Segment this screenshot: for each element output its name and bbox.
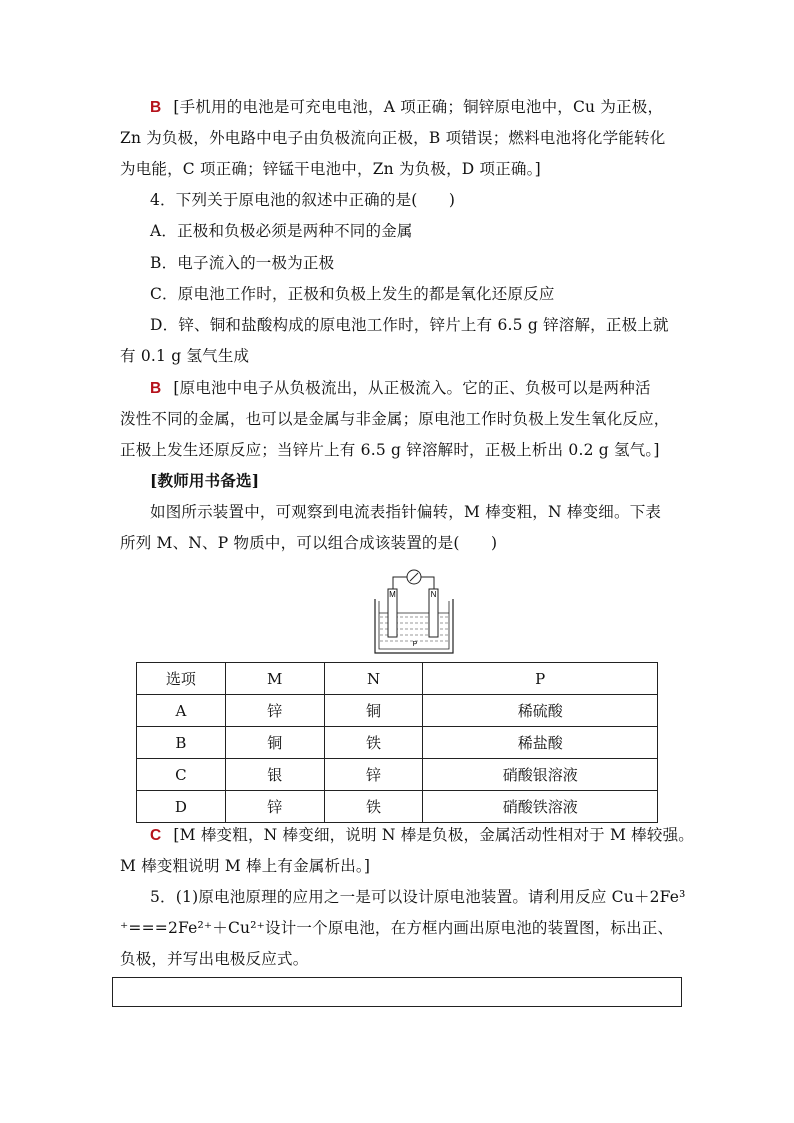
teacher-section-heading: [教师用书备选] <box>150 471 260 490</box>
table-cell: 铜 <box>225 727 324 759</box>
answer-letter: B <box>150 99 162 116</box>
teacher-answer-line-1 <box>150 825 694 846</box>
answer-4-line-3: 正极上发生还原反应；当锌片上有 6.5 g 锌溶解时，正极上析出 0.2 g 氢气。] <box>120 441 660 459</box>
table-cell: 铜 <box>324 695 423 727</box>
table-cell: A <box>137 695 226 727</box>
table-cell: 锌 <box>324 759 423 791</box>
question-5-line-2: ⁺===2Fe²⁺＋Cu²⁺设计一个原电池，在方框内画出原电池的装置图，标出正、 <box>120 919 674 937</box>
question-5-line-1: 5．(1)原电池原理的应用之一是可以设计原电池装置。请利用反应 Cu＋2Fe³ <box>150 888 686 906</box>
answer-3-line-2: Zn 为负极，外电路中电子由负极流向正极，B 项错误；燃料电池将化学能转化 <box>120 129 666 147</box>
label-m: M <box>389 590 396 599</box>
teacher-question-line-2: 所列 M、N、P 物质中，可以组合成该装置的是( ) <box>120 534 498 552</box>
question-4-stem: 4．下列关于原电池的叙述中正确的是( ) <box>150 191 456 209</box>
answer-text: [原电池中电子从负极流出，从正极流入。它的正、负极可以是两种活 <box>173 379 651 397</box>
table-cell: 硝酸铁溶液 <box>423 791 658 823</box>
table-cell: 铁 <box>324 791 423 823</box>
label-n: N <box>430 590 437 599</box>
question-4-option-d-line-2: 有 0.1 g 氢气生成 <box>120 347 250 365</box>
galvanic-cell-diagram <box>371 563 457 655</box>
answer-letter: C <box>150 827 162 844</box>
table-cell: B <box>137 727 226 759</box>
answer-4-line-1 <box>150 378 651 399</box>
answer-3-line-1 <box>150 97 663 118</box>
question-4-option-d-line-1: D．锌、铜和盐酸构成的原电池工作时，锌片上有 6.5 g 锌溶解，正极上就 <box>150 316 669 334</box>
answer-4-line-2: 泼性不同的金属，也可以是金属与非金属；原电池工作时负极上发生氧化反应， <box>120 410 670 428</box>
label-p: P <box>412 641 418 648</box>
table-cell: 稀硫酸 <box>423 695 658 727</box>
teacher-question-line-1: 如图所示装置中，可观察到电流表指针偏转，M 棒变粗，N 棒变细。下表 <box>150 503 662 521</box>
table-cell: C <box>137 759 226 791</box>
table-cell: 稀盐酸 <box>423 727 658 759</box>
question-4-option-a: A．正极和负极必须是两种不同的金属 <box>150 222 413 240</box>
table-cell: 铁 <box>324 727 423 759</box>
table-cell: 银 <box>225 759 324 791</box>
table-header-cell: N <box>324 663 423 695</box>
table-cell: 锌 <box>225 695 324 727</box>
answer-letter: B <box>150 380 162 397</box>
answer-text: [M 棒变粗，N 棒变细，说明 N 棒是负极，金属活动性相对于 M 棒较强。 <box>173 826 694 844</box>
table-row <box>137 727 658 759</box>
table-row <box>137 759 658 791</box>
table-header-cell: 选项 <box>137 663 226 695</box>
answer-text: [手机用的电池是可充电电池，A 项正确；铜锌原电池中，Cu 为正极， <box>173 98 664 116</box>
drawing-answer-box[interactable] <box>112 977 682 1007</box>
table-header-cell: M <box>225 663 324 695</box>
question-4-option-c: C．原电池工作时，正极和负极上发生的都是氧化还原反应 <box>150 285 555 303</box>
teacher-answer-line-2: M 棒变粗说明 M 棒上有金属析出。] <box>120 857 371 875</box>
table-row <box>137 791 658 823</box>
table-cell: D <box>137 791 226 823</box>
table-header-cell: P <box>423 663 658 695</box>
question-5-line-3: 负极，并写出电极反应式。 <box>120 950 309 968</box>
table-cell: 锌 <box>225 791 324 823</box>
table-header-row <box>137 663 658 695</box>
table-cell: 硝酸银溶液 <box>423 759 658 791</box>
table-row <box>137 695 658 727</box>
answer-3-line-3: 为电能，C 项正确；锌锰干电池中，Zn 为负极，D 项正确。] <box>120 160 541 178</box>
options-table <box>136 662 658 823</box>
question-4-option-b: B．电子流入的一极为正极 <box>150 254 335 272</box>
